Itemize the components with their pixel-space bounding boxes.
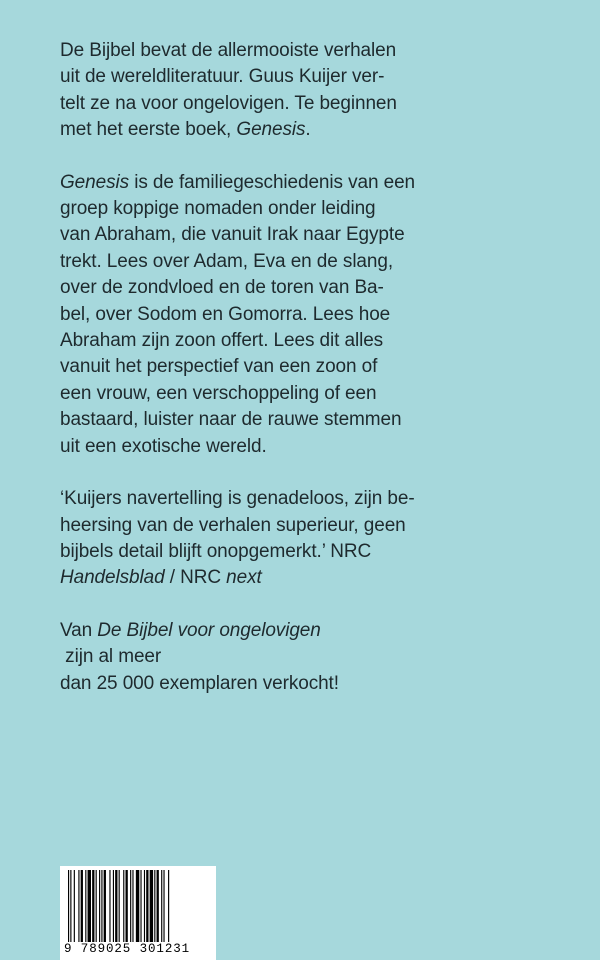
sales-suffix: zijn al meer <box>60 646 162 668</box>
barcode-bar <box>119 870 120 942</box>
barcode-bar <box>99 870 100 942</box>
description-line: over de zondvloed en de toren van Ba- <box>60 277 384 299</box>
intro-end: . <box>305 119 311 141</box>
barcode-bar <box>161 870 162 942</box>
barcode-bar <box>70 870 71 942</box>
barcode-bar <box>130 870 131 942</box>
barcode-bar <box>115 870 117 942</box>
intro-paragraph <box>60 38 420 144</box>
isbn-digits: 9 789025 301231 <box>64 942 191 956</box>
sales-claim <box>60 618 420 697</box>
sales-prefix: Van <box>60 619 98 641</box>
barcode-bar <box>92 870 94 942</box>
description-line: van Abraham, die vanuit Irak naar Egypte <box>60 224 405 246</box>
barcode-bar <box>68 870 69 942</box>
barcode-bar <box>146 870 148 942</box>
book-title-genesis: Genesis <box>236 119 306 141</box>
barcode-bar <box>78 870 79 942</box>
barcode-bar <box>163 870 164 942</box>
series-title: De Bijbel voor ongelovigen <box>97 619 321 641</box>
description-line: vanuit het perspectief van een zoon of <box>60 356 378 378</box>
barcode-bar <box>126 870 128 942</box>
barcode-bar <box>168 870 169 942</box>
quote-line: ‘Kuijers navertelling is genadeloos, zijn be- <box>60 488 415 510</box>
barcode-bar <box>132 870 133 942</box>
description-line: Abraham zijn zoon offert. Lees dit alles <box>60 330 384 352</box>
isbn-barcode <box>60 866 216 960</box>
barcode-bar <box>150 870 153 942</box>
barcode-bar <box>96 870 97 942</box>
description-line: groep koppige nomaden onder leiding <box>60 198 376 220</box>
barcode-bar <box>123 870 124 942</box>
intro-line: De Bijbel bevat de allermooiste verhalen <box>60 40 397 61</box>
barcode-bar <box>136 870 139 942</box>
barcode-bar <box>157 870 159 942</box>
barcode-bar <box>144 870 145 942</box>
description-line: uit een exotische wereld. <box>60 435 267 457</box>
description-line: bel, over Sodom en Gomorra. Lees hoe <box>60 303 391 325</box>
description-line: trekt. Lees over Adam, Eva en de slang, <box>60 250 394 272</box>
barcode-bar <box>154 870 155 942</box>
intro-line: met het eerste boek, <box>60 119 237 141</box>
quote-line: bijbels detail blijft onopgemerkt.’ NRC <box>60 540 372 562</box>
barcode-bar <box>81 870 83 942</box>
review-quote <box>60 486 420 592</box>
description-paragraph <box>60 170 420 460</box>
barcode-bar <box>74 870 75 942</box>
intro-line: telt ze na voor ongelovigen. Te beginnen <box>60 92 397 114</box>
quote-line: heersing van de verhalen superieur, geen <box>60 514 406 536</box>
barcode-bar <box>85 870 86 942</box>
book-title-genesis: Genesis <box>60 171 130 193</box>
barcode-bar <box>113 870 114 942</box>
description-line: is de familiegeschiedenis van een <box>129 171 416 193</box>
barcode-bar <box>88 870 91 942</box>
quote-source-next: next <box>226 567 262 589</box>
barcode-bar <box>109 870 110 942</box>
barcode-bar <box>101 870 102 942</box>
barcode-bar <box>104 870 106 942</box>
sales-line: dan 25 000 exemplaren verkocht! <box>60 672 339 694</box>
back-cover-text <box>60 38 420 697</box>
description-line: bastaard, luister naar de rauwe stemmen <box>60 409 402 431</box>
barcode-bar <box>140 870 141 942</box>
quote-source-newspaper: Handelsblad <box>60 567 165 589</box>
quote-source-separator: / NRC <box>164 567 227 589</box>
description-line: een vrouw, een verschoppeling of een <box>60 382 377 404</box>
intro-line: uit de wereldliteratuur. Guus Kuijer ver- <box>60 66 385 88</box>
barcode-bars <box>68 870 210 942</box>
